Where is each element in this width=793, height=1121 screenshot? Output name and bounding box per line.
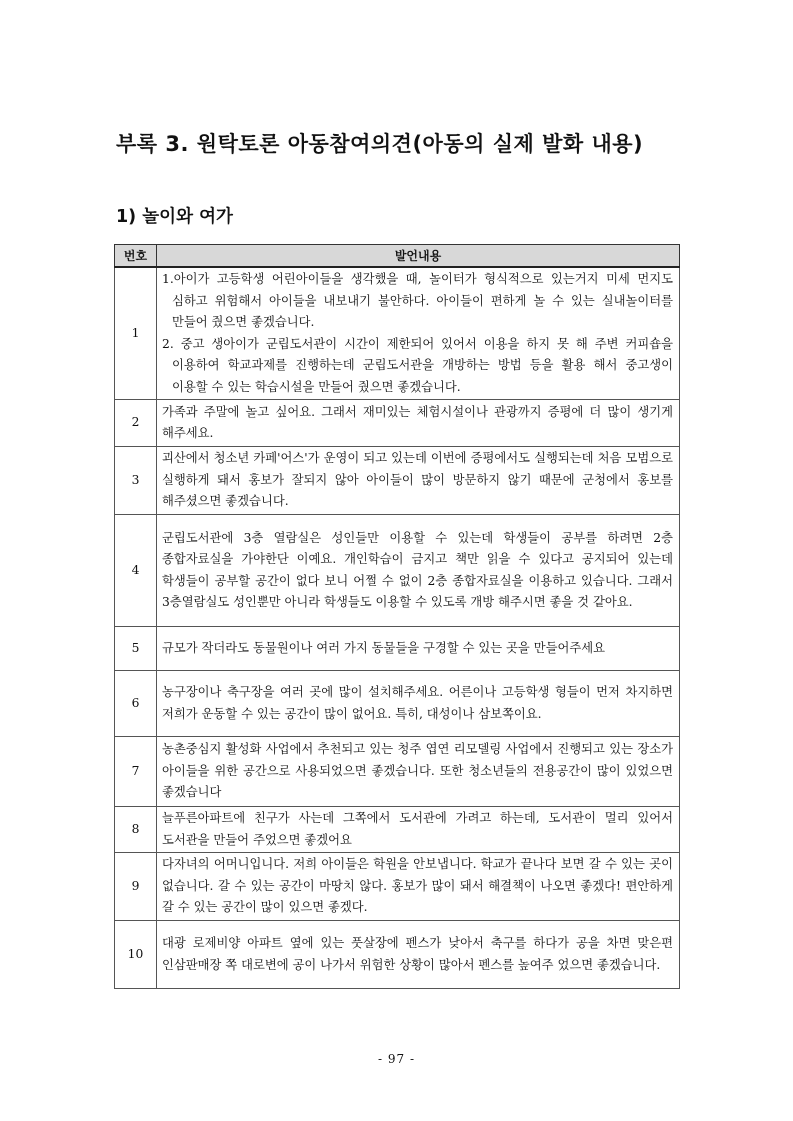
row-number: 3 <box>115 447 157 515</box>
row-number: 4 <box>115 515 157 627</box>
list-item: 1.아이가 고등학생 어린아이들을 생각했을 때, 놀이터가 형식적으로 있는거지 미세 먼지도 심하고 위험해서 아이들을 내보내기 불안하다. 아이들이 편하게 놀 수 있는 실내놀이터를 만들어 줬으면 좋겠습니다. <box>162 272 673 329</box>
row-number: 10 <box>115 921 157 989</box>
table-row <box>115 853 680 921</box>
table-header-row <box>115 245 680 268</box>
row-number: 9 <box>115 853 157 921</box>
row-content <box>157 267 680 400</box>
row-number: 8 <box>115 807 157 853</box>
section-heading: 1) 놀이와 여가 <box>116 207 233 227</box>
table-row <box>115 737 680 807</box>
row-content: 규모가 작더라도 동물원이나 여러 가지 동물들을 구경할 수 있는 곳을 만들어주세요 <box>157 627 680 671</box>
row-number: 2 <box>115 400 157 447</box>
row-number: 6 <box>115 671 157 737</box>
row-content: 괴산에서 청소년 카페'어스'가 운영이 되고 있는데 이번에 증평에서도 실행되는데 처음 모범으로 실행하게 돼서 홍보가 잘되지 않아 아이들이 많이 방문하지 않기 때문에 군청에서 홍보를 해주셨으면 좋겠습니다. <box>157 447 680 515</box>
row-content: 다자녀의 어머니입니다. 저희 아이들은 학원을 안보냅니다. 학교가 끝나다 보면 갈 수 있는 곳이 없습니다. 갈 수 있는 공간이 마땅치 않다. 홍보가 많이 돼서 해결책이 나오면 좋겠다! 편안하게 갈 수 있는 공간이 많이 있으면 좋겠다. <box>157 853 680 921</box>
table-row <box>115 267 680 400</box>
row-content: 가족과 주말에 놀고 싶어요. 그래서 재미있는 체험시설이나 관광까지 증평에 더 많이 생기게 해주세요. <box>157 400 680 447</box>
table-row <box>115 447 680 515</box>
row-content: 농촌중심지 활성화 사업에서 추천되고 있는 청주 엽연 리모델링 사업에서 진행되고 있는 장소가 아이들을 위한 공간으로 사용되었으면 좋겠습니다. 또한 청소년들의 전용공간이 많이 있었으면 좋겠습니다 <box>157 737 680 807</box>
table-row <box>115 671 680 737</box>
page-number: - 97 - <box>377 1052 415 1066</box>
row-content: 대광 로제비양 아파트 옆에 있는 풋살장에 펜스가 낮아서 축구를 하다가 공을 차면 맞은편 인삼판매장 쪽 대로변에 공이 나가서 위험한 상황이 많아서 펜스를 높여주 었으면 좋겠습니다. <box>157 921 680 989</box>
table-row <box>115 921 680 989</box>
table-row <box>115 807 680 853</box>
row-content: 군립도서관에 3층 열람실은 성인들만 이용할 수 있는데 학생들이 공부를 하려면 2층 종합자료실을 가야한단 이예요. 개인학습이 금지고 책만 읽을 수 있다고 공지되어 있는데 학생들이 공부할 공간이 없다 보니 어쩔 수 없이 2층 종합자료실을 이용하고 있습니다. 그래서 3층열람실도 성인뿐만 아니라 학생들도 이용할 수 있도록 개방 해주시면 좋을 것 같아요. <box>157 515 680 627</box>
header-number: 번호 <box>115 245 157 268</box>
row-number: 1 <box>115 267 157 400</box>
table-row <box>115 400 680 447</box>
table-row <box>115 627 680 671</box>
opinion-table <box>114 244 680 989</box>
page-title: 부록 3. 원탁토론 아동참여의견(아동의 실제 발화 내용) <box>116 132 644 156</box>
header-content: 발언내용 <box>157 245 680 268</box>
row-number: 7 <box>115 737 157 807</box>
row-number: 5 <box>115 627 157 671</box>
table-row <box>115 515 680 627</box>
row-content: 늘푸른아파트에 친구가 사는데 그쪽에서 도서관에 가려고 하는데, 도서관이 멀리 있어서 도서관을 만들어 주었으면 좋겠어요 <box>157 807 680 853</box>
row-content: 농구장이나 축구장을 여러 곳에 많이 설치해주세요. 어른이나 고등학생 형들이 먼저 차지하면 저희가 운동할 수 있는 공간이 많이 없어요. 특히, 대성이나 삼보쪽이요. <box>157 671 680 737</box>
list-item: 2. 중고 생아이가 군립도서관이 시간이 제한되어 있어서 이용을 하지 못 해 주변 커피숍을 이용하여 학교과제를 진행하는데 군립도서관을 개방하는 방법 등을 활용 해서 중고생이 이용할 수 있는 학습시설을 만들어 줬으면 좋겠습니다. <box>162 336 673 394</box>
